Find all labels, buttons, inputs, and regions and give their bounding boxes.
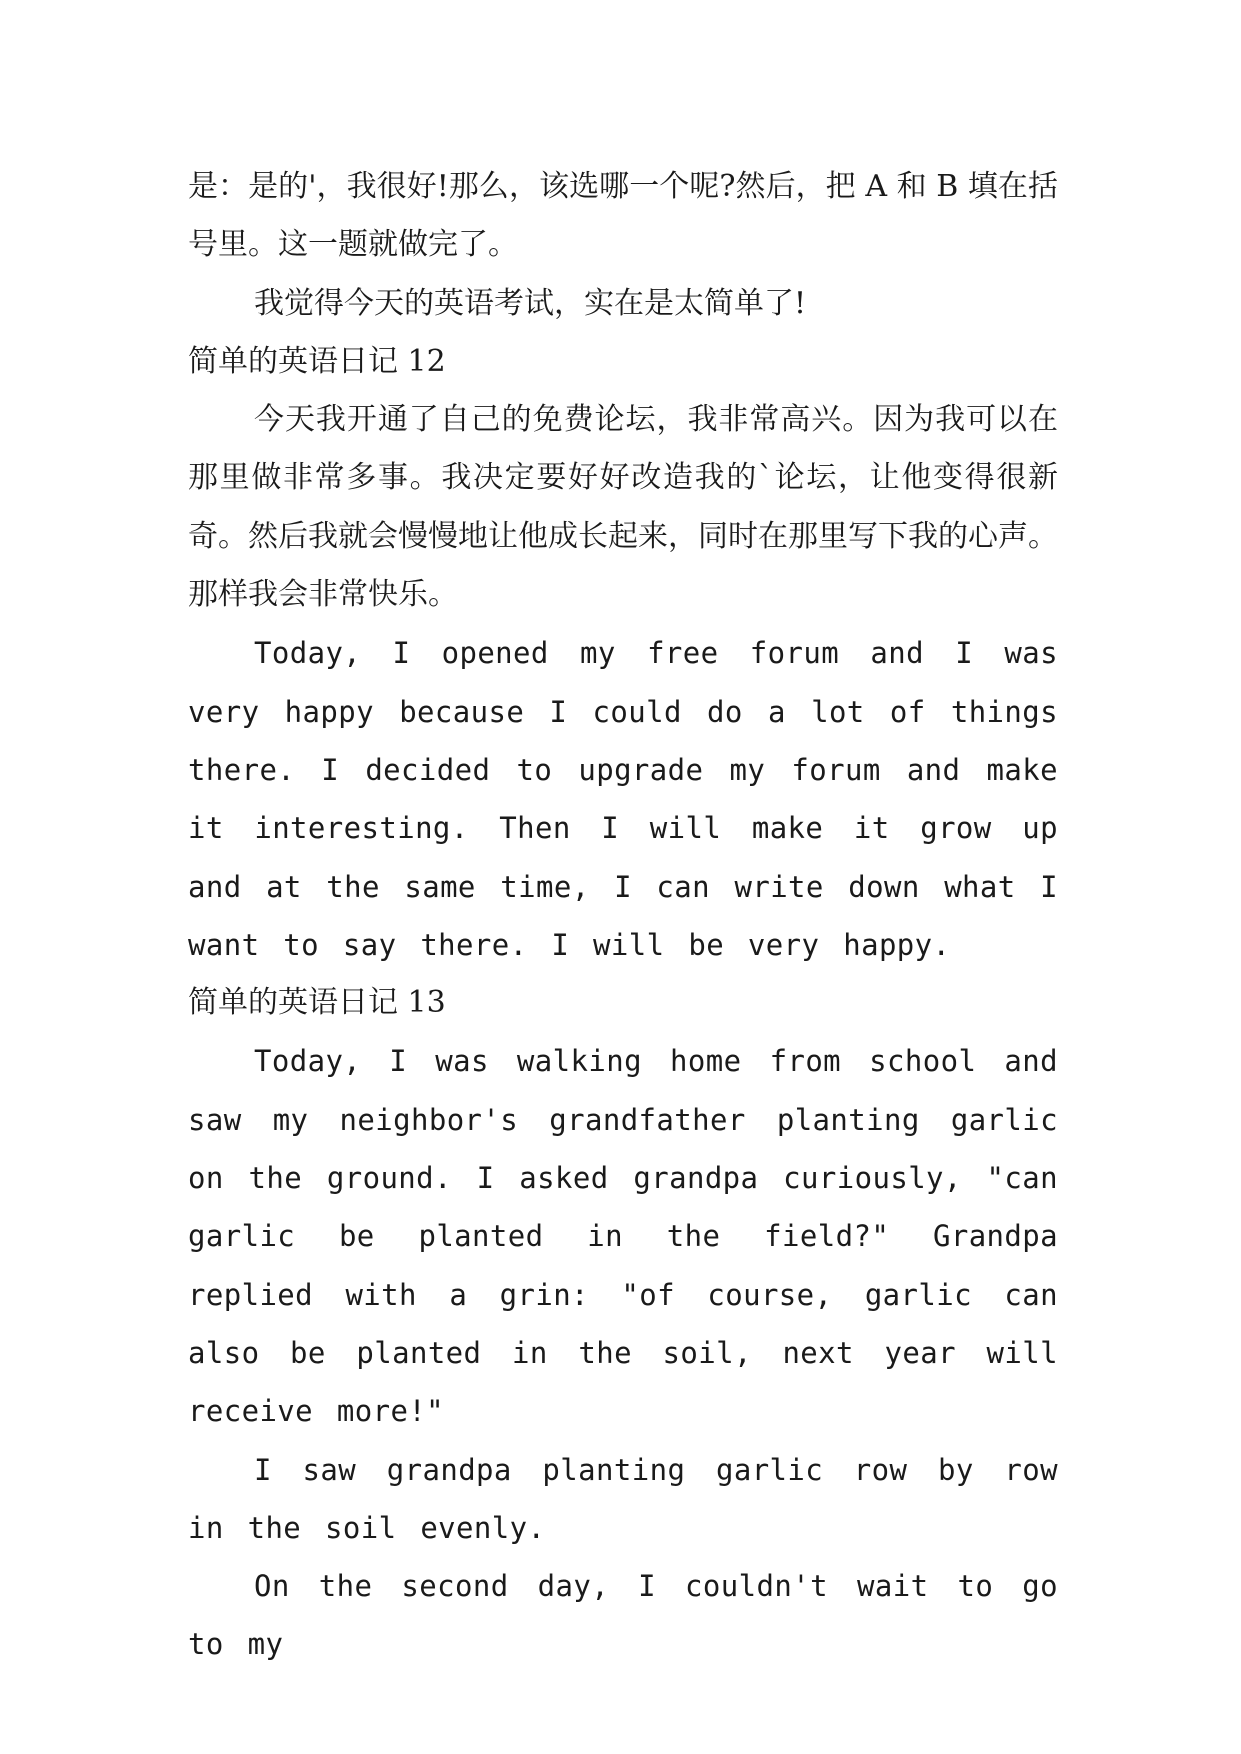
paragraph-second-day: On the second day, I couldn't wait to go to my [188,1569,1058,1662]
paragraph-forum-english: Today, I opened my free forum and I was very happy because I could do a lot of things there. I decided to upgrade my forum and make it interesting. Then I will make it grow up and at the same time, I can write down what I want to say there. I will be very happy. [188,636,1058,962]
paragraph-garlic-intro: Today, I was walking home from school and saw my neighbor's grandfather planting garlic on the ground. I asked grandpa curiously, "can garlic be planted in the field?" Grandpa replied with a grin: "of course, garlic can also be planted in the soil, next year will receive more!" [188,1044,1058,1429]
paragraph-garlic-rows: I saw grandpa planting garlic row by row in the soil evenly. [188,1452,1058,1545]
section-heading-diary-13: 简单的英语日记 13 [188,985,446,1021]
paragraph-exam-conclusion: 我觉得今天的英语考试，实在是太简单了! [254,285,807,321]
paragraph-exam-answer: 是：是的'，我很好!那么，该选哪一个呢?然后，把 A 和 B 填在括号里。这一题就做完了。 [188,169,1058,263]
section-heading-diary-12: 简单的英语日记 12 [188,343,446,379]
paragraph-forum-chinese: 今天我开通了自己的免费论坛，我非常高兴。因为我可以在那里做非常多事。我决定要好好改造我的`论坛，让他变得很新奇。然后我就会慢慢地让他成长起来，同时在那里写下我的心声。那样我会非常快乐。 [188,402,1058,613]
document-body [188,158,1058,1674]
